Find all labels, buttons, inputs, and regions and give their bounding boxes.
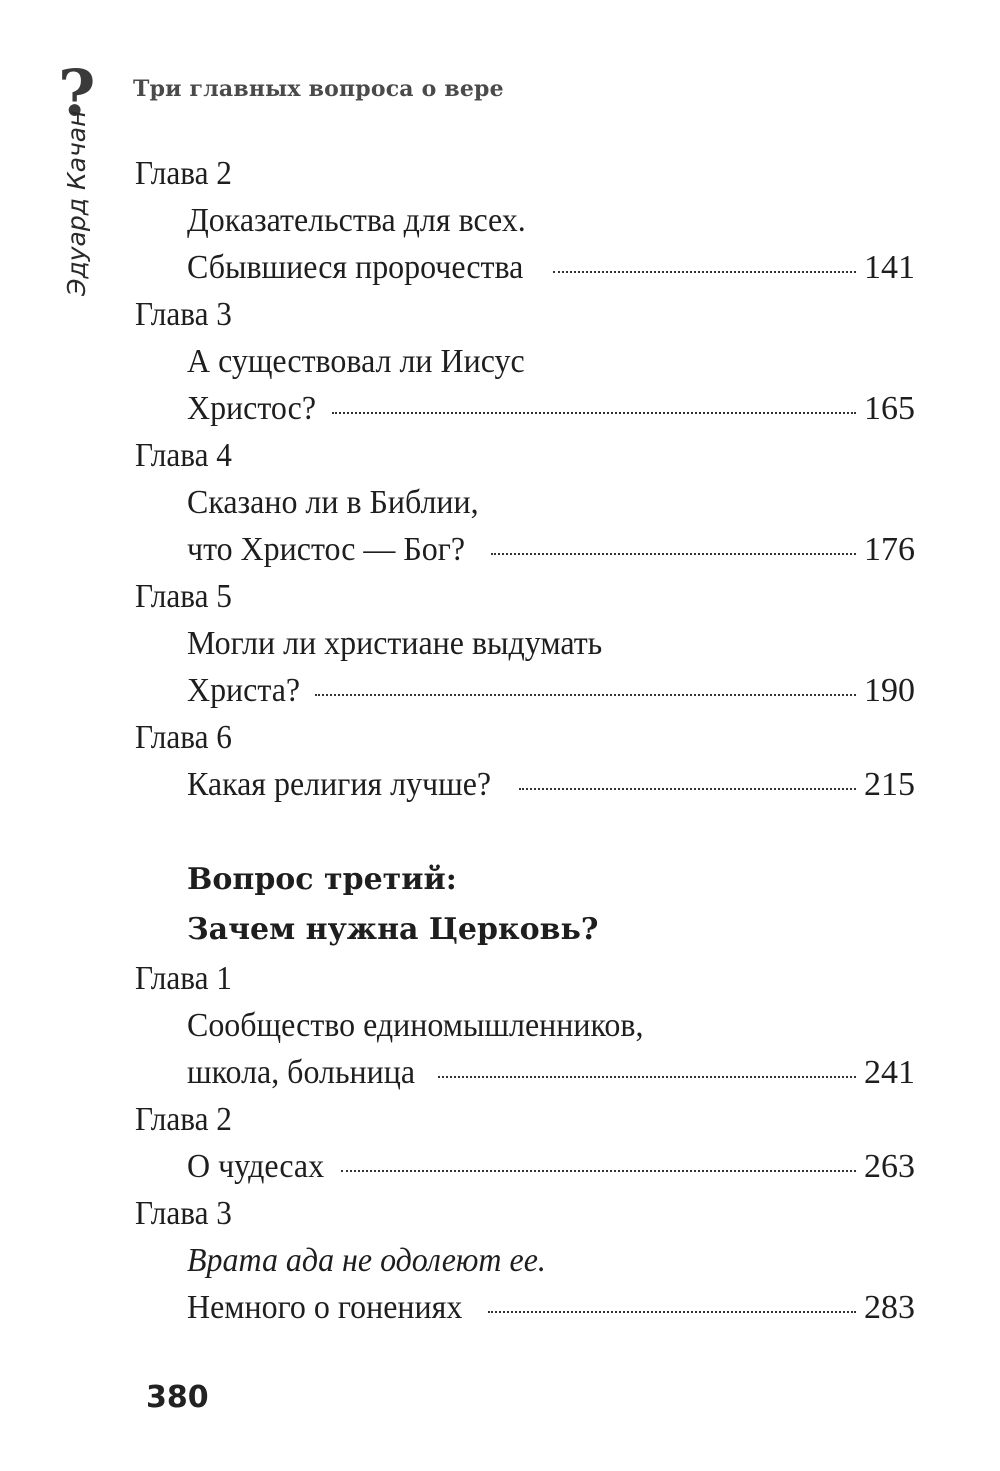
toc-text: Могли ли христиане выдумать — [187, 625, 603, 662]
toc-entry[interactable] — [135, 761, 915, 808]
dot-leader — [341, 1170, 856, 1172]
author-name: Эдуард Качан — [62, 110, 91, 296]
toc-text: Немного о гонениях — [187, 1289, 463, 1326]
toc-text: что Христос — Бог? — [187, 531, 466, 568]
dot-leader — [491, 553, 856, 555]
toc-entry[interactable] — [135, 667, 915, 714]
page-number: 380 — [146, 1380, 209, 1415]
page-ref: 241 — [864, 1054, 915, 1091]
toc-entry[interactable] — [135, 244, 915, 291]
toc-line — [135, 620, 915, 667]
chapter-label: Глава 2 — [135, 155, 232, 192]
toc-line — [135, 1237, 915, 1284]
toc-text: А существовал ли Иисус — [187, 343, 525, 380]
dot-leader — [488, 1311, 856, 1313]
running-title: Три главных вопроса о вере — [133, 76, 504, 102]
dot-leader — [519, 788, 856, 790]
toc-entry[interactable] — [135, 526, 915, 573]
page-ref: 215 — [864, 766, 915, 803]
page-ref: 190 — [864, 672, 915, 709]
toc-text: Христос? — [187, 390, 317, 427]
toc-entry[interactable] — [135, 1143, 915, 1190]
question-mark-icon: ? — [58, 56, 96, 131]
toc-entry[interactable] — [135, 1284, 915, 1331]
toc-entry[interactable] — [135, 1049, 915, 1096]
toc-text: Сбывшиеся пророчества — [187, 249, 524, 286]
page-ref: 176 — [864, 531, 915, 568]
page-ref: 263 — [864, 1148, 915, 1185]
toc-text: Доказательства для всех. — [187, 202, 526, 239]
page-ref: 283 — [864, 1289, 915, 1326]
toc-line — [135, 197, 915, 244]
toc-line — [135, 1002, 915, 1049]
toc-line — [135, 338, 915, 385]
chapter-label: Глава 5 — [135, 578, 232, 615]
toc-text: О чудесах — [187, 1148, 325, 1185]
section-heading: Зачем нужна Церковь? — [187, 912, 599, 947]
page-ref: 165 — [864, 390, 915, 427]
page-ref: 141 — [864, 249, 915, 286]
toc-text: школа, больница — [187, 1054, 416, 1091]
toc-entry[interactable] — [135, 385, 915, 432]
chapter-label: Глава 4 — [135, 437, 232, 474]
toc-text-italic: Врата ада не одолеют ее. — [187, 1242, 546, 1279]
dot-leader — [332, 412, 856, 414]
dot-leader — [315, 694, 856, 696]
chapter-label: Глава 3 — [135, 1195, 232, 1232]
table-of-contents — [135, 150, 915, 1331]
toc-text: Сказано ли в Библии, — [187, 484, 479, 521]
toc-line — [135, 479, 915, 526]
toc-text: Какая религия лучше? — [187, 766, 492, 803]
chapter-label: Глава 6 — [135, 719, 232, 756]
toc-text: Сообщество единомышленников, — [187, 1007, 644, 1044]
chapter-label: Глава 2 — [135, 1101, 232, 1138]
toc-text: Христа? — [187, 672, 301, 709]
chapter-label: Глава 3 — [135, 296, 232, 333]
dot-leader — [438, 1076, 856, 1078]
dot-leader — [553, 271, 856, 273]
section-heading: Вопрос третий: — [187, 862, 457, 897]
chapter-label: Глава 1 — [135, 960, 232, 997]
